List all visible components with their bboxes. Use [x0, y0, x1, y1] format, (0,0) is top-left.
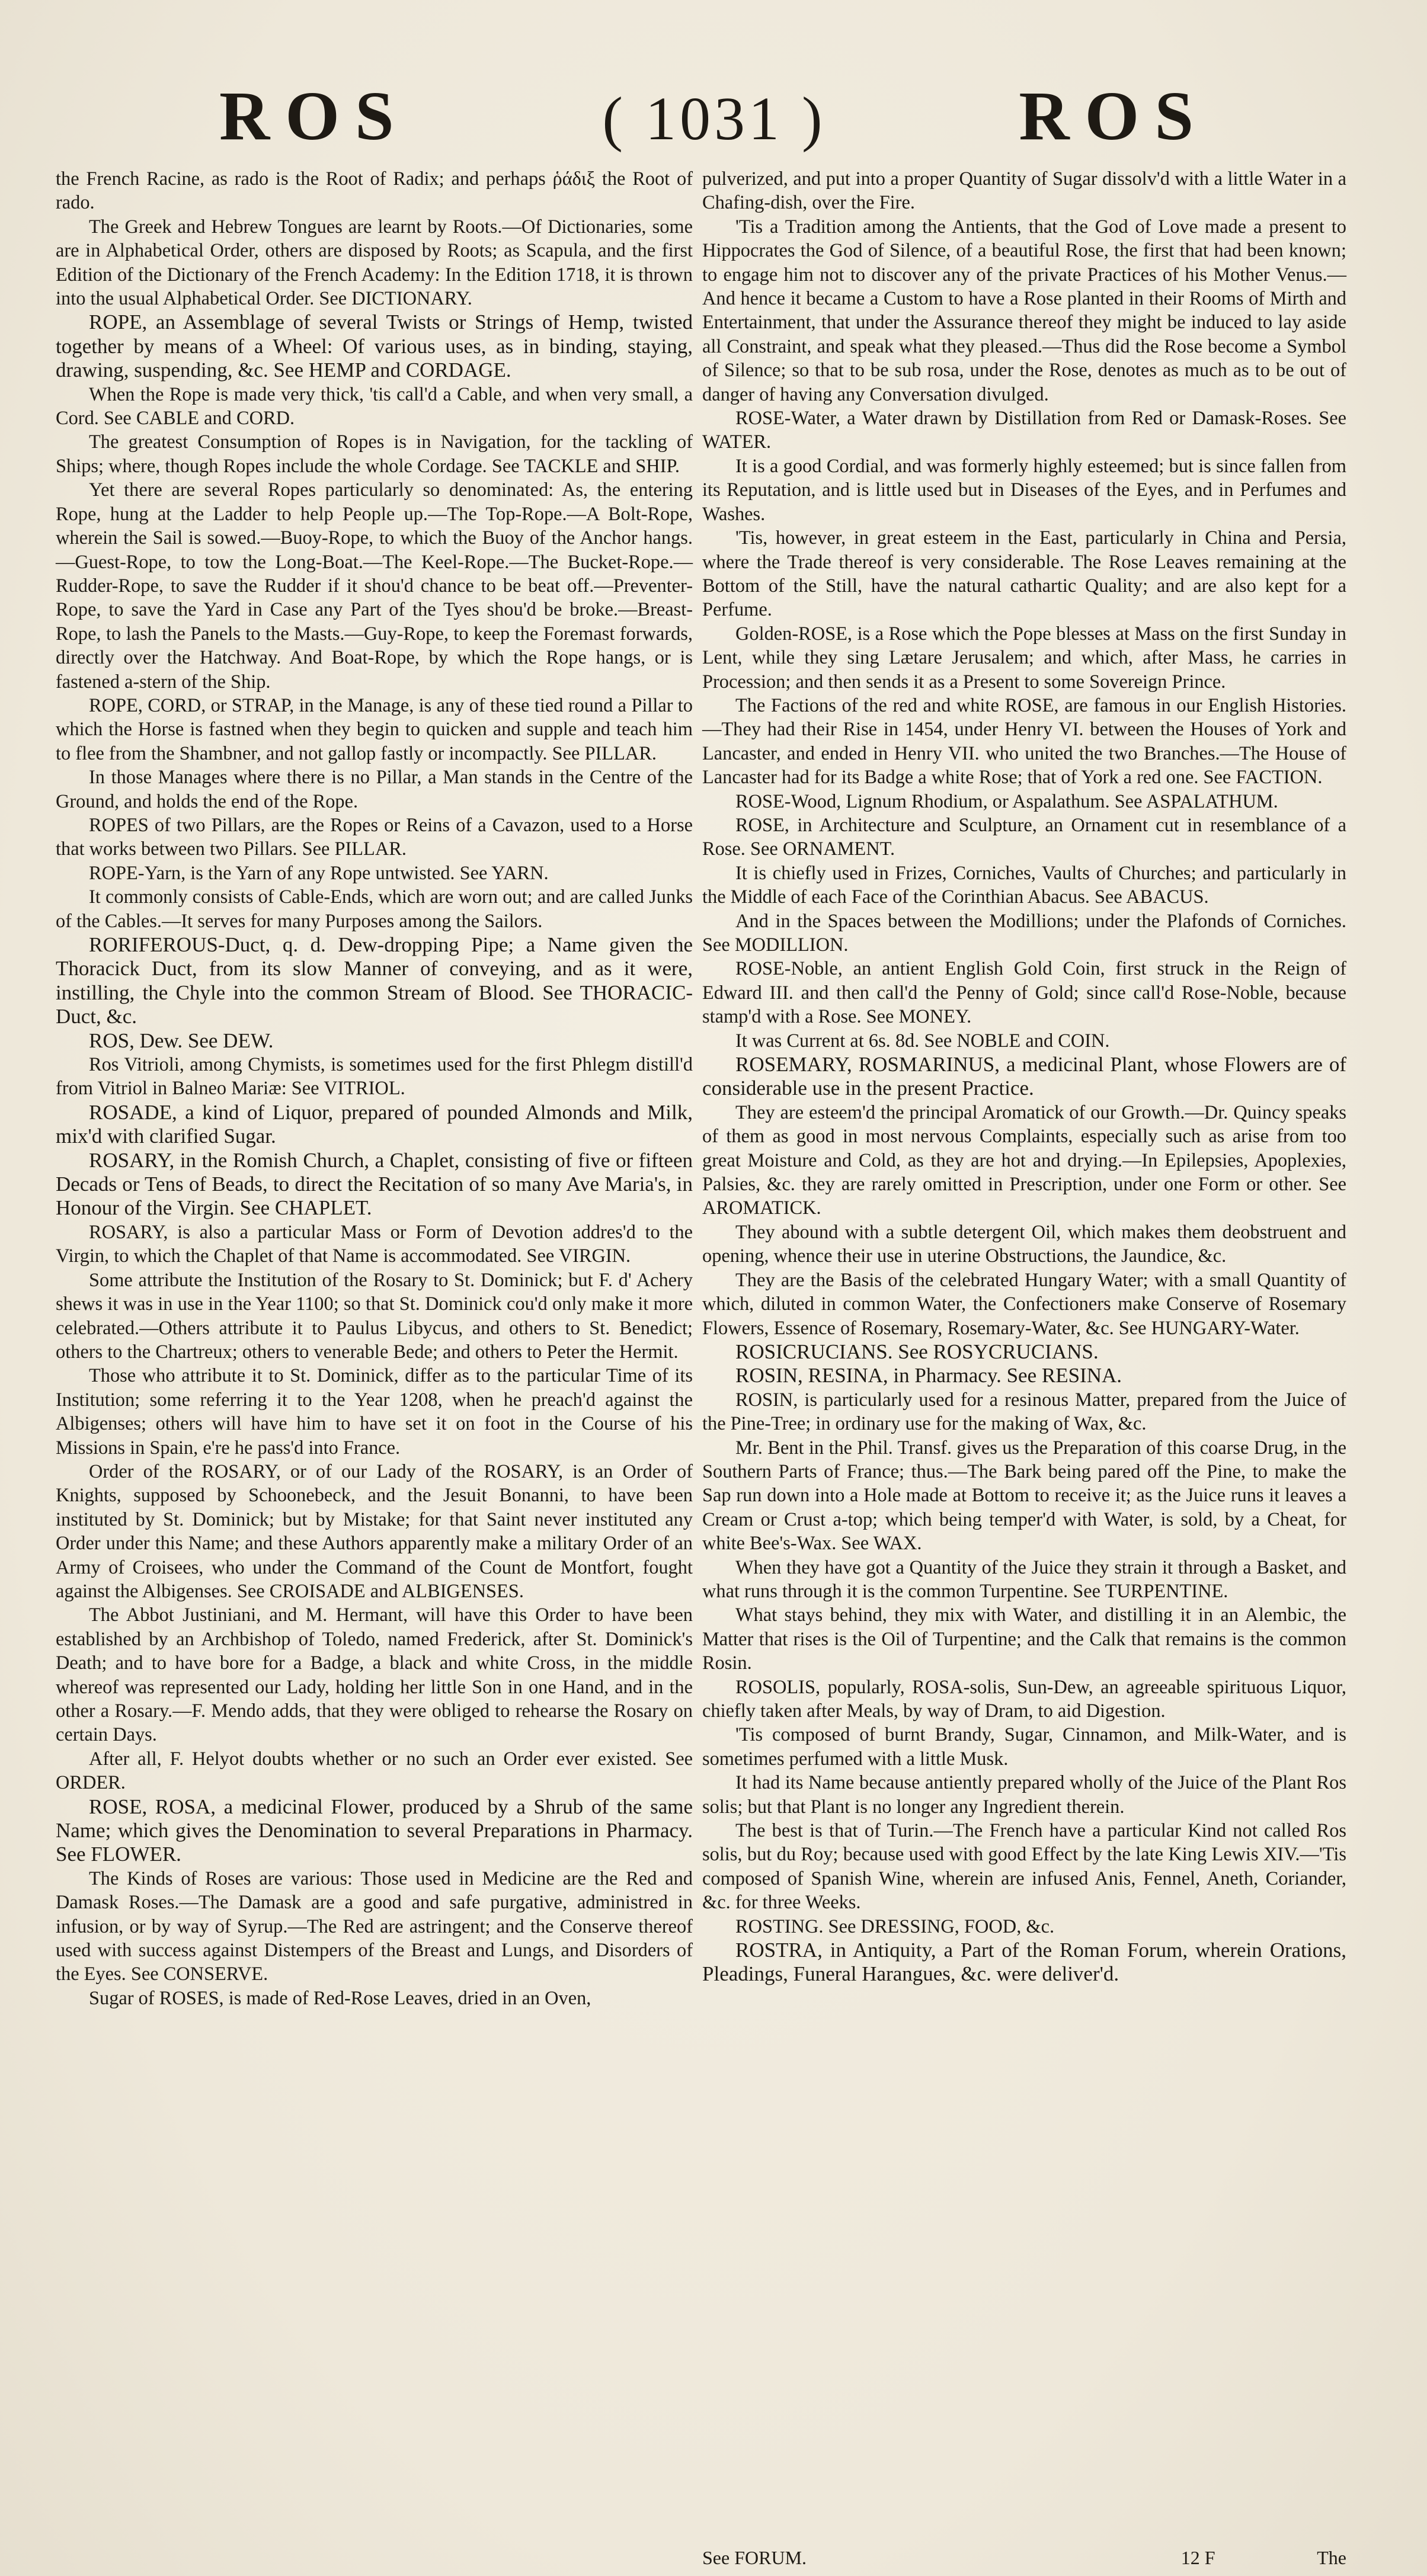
paragraph: It is chiefly used in Frizes, Corniches, Vaults of Churches; and particularly in the Middle of each Face of the Corinthian Abacus. See ABACUS.	[702, 862, 1346, 908]
paragraph: 'Tis composed of burnt Brandy, Sugar, Cinnamon, and Milk-Water, and is sometimes perfumed with a little Musk.	[702, 1724, 1346, 1770]
paragraph: And in the Spaces between the Modillions; under the Plafonds of Corniches. See MODILLION.	[702, 910, 1346, 956]
paragraph: They are esteem'd the principal Aromatick of our Growth.—Dr. Quincy speaks of them as good in most nervous Complaints, especially such as arise from too great Moisture and Cold, as they are hot and drying.—In Epilepsies, Apoplexies, Palsies, &c. they are rarely omitted in Prescription, under one Form or other. See AROMATICK.	[702, 1101, 1346, 1219]
paragraph: Golden-ROSE, is a Rose which the Pope blesses at Mass on the first Sunday in Lent, while they sing Lætare Jerusalem; and which, after Mass, he carries in Procession; and then sends it as a Present to some Sovereign Prince.	[702, 623, 1346, 693]
paragraph: They abound with a subtle detergent Oil, which makes them deobstruent and opening, whence their use in uterine Obstructions, the Jaundice, &c.	[702, 1221, 1346, 1267]
paragraph: The Greek and Hebrew Tongues are learnt by Roots.—Of Dictionaries, some are in Alphabetical Order, others are disposed by Roots; as Scapula, and the first Edition of the Dictionary of the French Academy: In the Edition 1718, it is thrown into the usual Alphabetical Order. See DICTIONARY.	[56, 216, 693, 310]
paragraph: Order of the ROSARY, or of our Lady of the ROSARY, is an Order of Knights, supposed by Schoonebeck, and the Jesuit Bonanni, to have been instituted by St. Dominick; but by Mistake; for that Saint never instituted any Order under this Name; and these Authors apparently make a military Order of an Army of Croisees, who under the Command of the Count de Montfort, fought against the Albigenses. See CROISADE and ALBIGENSES.	[56, 1460, 693, 1602]
paragraph: It had its Name because antiently prepared wholly of the Juice of the Plant Ros solis; but that Plant is no longer any Ingredient therein.	[702, 1772, 1346, 1818]
paragraph: ROSE-Water, a Water drawn by Distillation from Red or Damask-Roses. See WATER.	[702, 408, 1346, 453]
paragraph: ROSIN, is particularly used for a resinous Matter, prepared from the Juice of the Pine-Tree; in ordinary use for the making of Wax, &c.	[702, 1389, 1346, 1435]
paragraph: ROPE, CORD, or STRAP, in the Manage, is any of these tied round a Pillar to which the Horse is fastned when they begin to quicken and supple and teach him to flee from the Shambner, and not gallop fastly or incompactly. See PILLAR.	[56, 694, 693, 764]
page-number: ( 1031 )	[602, 85, 826, 153]
paragraph: ROSE-Noble, an antient English Gold Coin, first struck in the Reign of Edward III. and then call'd the Penny of Gold; since call'd Rose-Noble, because stamp'd with a Rose. See MONEY.	[702, 958, 1346, 1028]
signature-mark: 12 F	[1180, 2547, 1215, 2568]
paragraph: They are the Basis of the celebrated Hungary Water; with a small Quantity of which, diluted in common Water, the Confectioners make Conserve of Rosemary Flowers, Essence of Rosemary, Rosemary-Water, &c. See HUNGARY-Water.	[702, 1269, 1346, 1339]
paragraph: RORIFEROUS-Duct, q. d. Dew-dropping Pipe; a Name given the Thoracick Duct, from its slow Manner of conveying, and as it were, instilling, the Chyle into the common Stream of Blood. See THORACIC-Duct, &c.	[56, 933, 693, 1029]
paragraph: 'Tis a Tradition among the Antients, that the God of Love made a present to Hippocrates the God of Silence, of a beautiful Rose, the first that had been known; to engage him not to discover any of the private Practices of his Mother Venus.—And hence it became a Custom to have a Rose planted in their Rooms of Mirth and Entertainment, that under the Assurance thereof they might be induced to lay aside all Constraint, and speak what they pleased.—Thus did the Rose become a Symbol of Silence; so that to be sub rosa, under the Rose, denotes as much as to be out of danger of having any Conversation divulged.	[702, 216, 1346, 405]
paragraph: It was Current at 6s. 8d. See NOBLE and COIN.	[735, 1030, 1110, 1052]
paragraph: Yet there are several Ropes particularly so denominated: As, the entering Rope, hung at the Ladder to help People up.—The Top-Rope.—A Bolt-Rope, wherein the Sail is sowed.—Buoy-Rope, to which the Buoy of the Anchor hangs.—Guest-Rope, to tow the Long-Boat.—The Keel-Rope.—The Bucket-Rope.—Rudder-Rope, to save the Rudder if it shou'd chance to be beat off.—Preventer-Rope, to save the Yard in Case any Part of the Tyes shou'd be broke.—Breast-Rope, to lash the Panels to the Masts.—Guy-Rope, to keep the Foremast forwards, directly over the Hatchway. And Boat-Rope, by which the Rope hangs, or is fastened a-stern of the Ship.	[56, 479, 693, 693]
paragraph: What stays behind, they mix with Water, and distilling it in an Alembic, the Matter that rises is the Oil of Turpentine; and the Calk that remains is the common Rosin.	[702, 1604, 1346, 1674]
paragraph: ROSOLIS, popularly, ROSA-solis, Sun-Dew, an agreeable spirituous Liquor, chiefly taken after Meals, by way of Dram, to aid Digestion.	[702, 1676, 1346, 1722]
paragraph: ROSE, in Architecture and Sculpture, an Ornament cut in resemblance of a Rose. See ORNAMENT.	[702, 814, 1346, 860]
right-column	[702, 167, 1346, 1987]
paragraph: In those Manages where there is no Pillar, a Man stands in the Centre of the Ground, and holds the end of the Rope.	[56, 767, 693, 812]
paragraph: The Kinds of Roses are various: Those used in Medicine are the Red and Damask Roses.—The Damask are a good and safe purgative, administred in infusion, or by way of Syrup.—The Red are astringent; and the Conserve thereof used with success against Distempers of the Breast and Lungs, and Disorders of the Eyes. See CONSERVE.	[56, 1867, 693, 1985]
paragraph: Ros Vitrioli, among Chymists, is sometimes used for the first Phlegm distill'd from Vitriol in Balneo Mariæ: See VITRIOL.	[56, 1054, 693, 1100]
paragraph: ROSARY, is also a particular Mass or Form of Devotion addres'd to the Virgin, to which the Chaplet of that Name is accommodated. See VIRGIN.	[56, 1221, 693, 1267]
paragraph: The greatest Consumption of Ropes is in Navigation, for the tackling of Ships; where, though Ropes include the whole Cordage. See TACKLE and SHIP.	[56, 431, 693, 477]
paragraph: ROSEMARY, ROSMARINUS, a medicinal Plant, whose Flowers are of considerable use in the present Practice.	[702, 1053, 1346, 1100]
left-column	[56, 167, 693, 2010]
header-right-word: ROS	[1019, 77, 1209, 155]
footer-see-reference: See FORUM.	[702, 2547, 807, 2568]
paragraph: ROSE-Wood, Lignum Rhodium, or Aspalathum. See ASPALATHUM.	[735, 790, 1278, 812]
paragraph: ROSTRA, in Antiquity, a Part of the Roman Forum, wherein Orations, Pleadings, Funeral Harangues, &c. were deliver'd.	[702, 1939, 1346, 1986]
paragraph: The Factions of the red and white ROSE, are famous in our English Histories.—They had their Rise in 1454, under Henry VI. between the Houses of York and Lancaster, and ended in Henry VII. who united the two Branches.—The House of Lancaster had for its Badge a white Rose; that of York a red one. See FACTION.	[702, 694, 1346, 789]
paragraph: ROSIN, RESINA, in Pharmacy. See RESINA.	[735, 1364, 1122, 1388]
paragraph: ROSICRUCIANS. See ROSYCRUCIANS.	[735, 1340, 1099, 1363]
paragraph: ROS, Dew. See DEW.	[89, 1029, 274, 1052]
paragraph: ROSE, ROSA, a medicinal Flower, produced by a Shrub of the same Name; which gives the Denomination to several Preparations in Pharmacy. See FLOWER.	[56, 1795, 693, 1866]
paragraph: ROPE-Yarn, is the Yarn of any Rope untwisted. See YARN.	[89, 862, 549, 884]
page-footer	[702, 2547, 1346, 2569]
paragraph: ROPES of two Pillars, are the Ropes or Reins of a Cavazon, used to a Horse that works between two Pillars. See PILLAR.	[56, 814, 693, 860]
paragraph: When they have got a Quantity of the Juice they strain it through a Basket, and what runs through it is the common Turpentine. See TURPENTINE.	[702, 1556, 1346, 1602]
paragraph: It commonly consists of Cable-Ends, which are worn out; and are called Junks of the Cables.—It serves for many Purposes among the Sailors.	[56, 886, 693, 932]
paragraph: Those who attribute it to St. Dominick, differ as to the particular Time of its Institution; some referring it to the Year 1208, when he preach'd against the Albigenses; others will have him to have set it on foot in the Course of his Missions in Spain, e're he pass'd into France.	[56, 1365, 693, 1459]
paragraph: ROSTING. See DRESSING, FOOD, &c.	[735, 1915, 1055, 1937]
paragraph: The best is that of Turin.—The French have a particular Kind not called Ros solis, but du Roy; because used with good Effect by the late King Lewis XIV.—'Tis composed of Spanish Wine, wherein are infused Anis, Fennel, Aneth, Coriander, &c. for three Weeks.	[702, 1820, 1346, 1914]
header-left-word: ROS	[219, 77, 409, 155]
running-header	[219, 76, 1209, 159]
paragraph: the French Racine, as rado is the Root of Radix; and perhaps ῥάδιξ the Root of rado.	[56, 168, 693, 214]
paragraph: ROPE, an Assemblage of several Twists or Strings of Hemp, twisted together by means of a Wheel: Of various uses, as in binding, staying, drawing, suspending, &c. See HEMP and CORDAGE.	[56, 310, 693, 382]
paragraph: It is a good Cordial, and was formerly highly esteemed; but is since fallen from its Reputation, and is little used but in Diseases of the Eyes, and in Perfumes and Washes.	[702, 455, 1346, 525]
paragraph: ROSADE, a kind of Liquor, prepared of pounded Almonds and Milk, mix'd with clarified Sugar.	[56, 1100, 693, 1148]
paragraph: ROSARY, in the Romish Church, a Chaplet, consisting of five or fifteen Decads or Tens of Beads, to direct the Recitation of so many Ave Maria's, in Honour of the Virgin. See CHAPLET.	[56, 1148, 693, 1220]
paragraph: The Abbot Justiniani, and M. Hermant, will have this Order to have been established by an Archbishop of Toledo, named Frederick, after St. Dominick's Death; and to have bore for a Badge, a black and white Cross, in the middle whereof was represented our Lady, holding her little Son in one Hand, and in the other a Rosary.—F. Mendo adds, that they were obliged to rehearse the Rosary on certain Days.	[56, 1604, 693, 1746]
catchword: The	[1317, 2547, 1346, 2568]
paragraph: Mr. Bent in the Phil. Transf. gives us the Preparation of this coarse Drug, in the Southern Parts of France; thus.—The Bark being pared off the Pine, to make the Sap run down into a Hole made at Bottom to receive it; as the Juice runs it leaves a Cream or Crust a-top; which being temper'd with Water, is sold, by a Cheat, for white Bee's-Wax. See WAX.	[702, 1437, 1346, 1555]
paragraph: Sugar of ROSES, is made of Red-Rose Leaves, dried in an Oven,	[89, 1987, 591, 2009]
paragraph: When the Rope is made very thick, 'tis call'd a Cable, and when very small, a Cord. See CABLE and CORD.	[56, 383, 693, 430]
paragraph: After all, F. Helyot doubts whether or no such an Order ever existed. See ORDER.	[56, 1748, 693, 1794]
paragraph: pulverized, and put into a proper Quantity of Sugar dissolv'd with a little Water in a Chafing-dish, over the Fire.	[702, 168, 1346, 214]
paragraph: 'Tis, however, in great esteem in the East, particularly in China and Persia, where the Trade thereof is very considerable. The Rose Leaves remaining at the Bottom of the Still, have the natural cathartic Quality; and are also kept for a Perfume.	[702, 527, 1346, 621]
paragraph: Some attribute the Institution of the Rosary to St. Dominick; but F. d' Achery shews it was in use in the Year 1100; so that St. Dominick cou'd only make it more celebrated.—Others attribute it to Paulus Libycus, and others to St. Benedict; others to the Chartreux; others to venerable Bede; and others to Peter the Hermit.	[56, 1269, 693, 1363]
